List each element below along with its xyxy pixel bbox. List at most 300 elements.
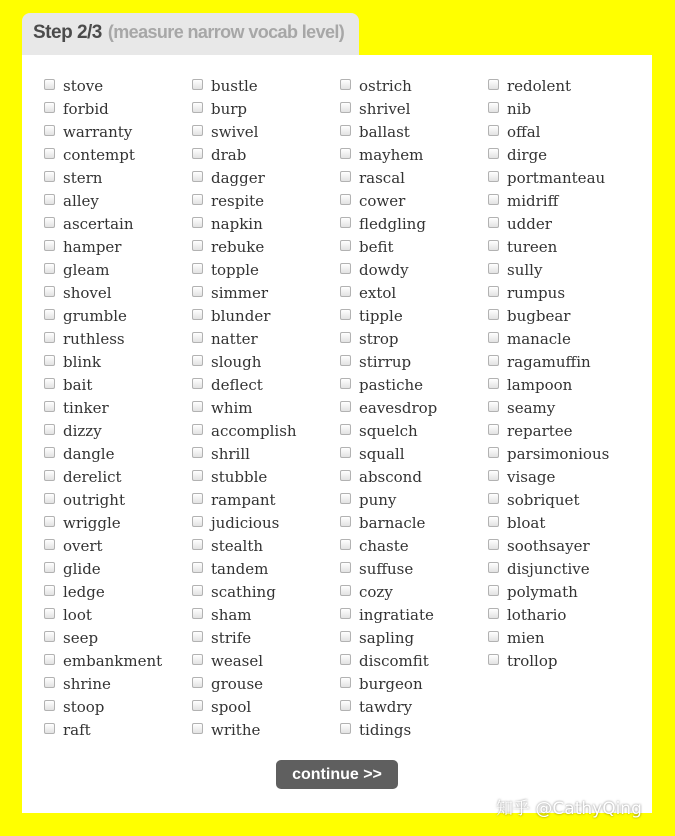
word-option[interactable] — [340, 351, 488, 374]
word-label: lampoon — [507, 376, 573, 394]
word-option[interactable] — [44, 627, 192, 650]
word-option[interactable] — [340, 144, 488, 167]
word-option[interactable] — [340, 604, 488, 627]
word-label: grumble — [63, 307, 127, 325]
word-checkbox[interactable] — [488, 585, 499, 596]
word-checkbox[interactable] — [488, 631, 499, 642]
word-checkbox[interactable] — [488, 171, 499, 182]
word-label: embankment — [63, 652, 163, 670]
word-checkbox[interactable] — [44, 217, 55, 228]
word-option[interactable] — [44, 236, 192, 259]
word-checkbox[interactable] — [44, 240, 55, 251]
word-label: suffuse — [359, 560, 414, 578]
word-checkbox[interactable] — [44, 148, 55, 159]
word-checkbox[interactable] — [192, 654, 203, 665]
word-option[interactable] — [340, 305, 488, 328]
step-subtitle: (measure narrow vocab level) — [107, 22, 345, 42]
word-label: midriff — [507, 192, 559, 210]
word-checkbox[interactable] — [192, 723, 203, 734]
word-checkbox[interactable] — [488, 424, 499, 435]
continue-button[interactable]: continue >> — [276, 760, 398, 789]
word-label: topple — [211, 261, 259, 279]
word-checkbox[interactable] — [488, 194, 499, 205]
word-label: barnacle — [359, 514, 426, 532]
word-label: soothsayer — [507, 537, 590, 555]
word-label: alley — [63, 192, 99, 210]
word-label: discomfit — [359, 652, 429, 670]
word-option[interactable] — [192, 719, 340, 742]
word-label: stove — [63, 77, 104, 95]
word-label: tureen — [507, 238, 558, 256]
word-checkbox[interactable] — [488, 516, 499, 527]
word-option[interactable] — [192, 673, 340, 696]
word-option[interactable] — [44, 650, 192, 673]
word-checkbox[interactable] — [488, 263, 499, 274]
word-checkbox[interactable] — [340, 79, 351, 90]
word-checkbox[interactable] — [192, 286, 203, 297]
word-label: cower — [359, 192, 406, 210]
word-label: lothario — [507, 606, 567, 624]
word-label: stern — [63, 169, 103, 187]
word-option[interactable] — [340, 581, 488, 604]
word-option[interactable] — [488, 213, 636, 236]
word-option[interactable] — [44, 696, 192, 719]
word-option[interactable] — [340, 696, 488, 719]
word-label: overt — [63, 537, 103, 555]
word-checkbox[interactable] — [192, 516, 203, 527]
word-checkbox[interactable] — [44, 194, 55, 205]
word-checkbox[interactable] — [44, 700, 55, 711]
word-label: ingratiate — [359, 606, 434, 624]
word-option[interactable] — [192, 581, 340, 604]
word-checkbox[interactable] — [44, 125, 55, 136]
word-option[interactable] — [44, 489, 192, 512]
word-option[interactable] — [340, 719, 488, 742]
word-checkbox[interactable] — [340, 470, 351, 481]
word-checkbox[interactable] — [192, 355, 203, 366]
word-option[interactable] — [488, 236, 636, 259]
word-checkbox[interactable] — [44, 631, 55, 642]
word-option[interactable] — [44, 144, 192, 167]
word-label: accomplish — [211, 422, 297, 440]
word-label: drab — [211, 146, 247, 164]
word-label: tidings — [359, 721, 412, 739]
word-checkbox[interactable] — [192, 447, 203, 458]
word-label: ledge — [63, 583, 105, 601]
word-option[interactable] — [44, 397, 192, 420]
word-option[interactable] — [340, 190, 488, 213]
word-checkbox[interactable] — [340, 355, 351, 366]
word-option[interactable] — [488, 420, 636, 443]
word-checkbox[interactable] — [44, 562, 55, 573]
word-checkbox[interactable] — [44, 171, 55, 182]
word-label: raft — [63, 721, 91, 739]
word-option[interactable] — [44, 604, 192, 627]
word-option[interactable] — [44, 351, 192, 374]
word-checkbox[interactable] — [44, 493, 55, 504]
word-option[interactable] — [192, 213, 340, 236]
word-option[interactable] — [44, 75, 192, 98]
word-label: shrine — [63, 675, 111, 693]
word-column-2 — [192, 75, 340, 742]
word-label: shrill — [211, 445, 250, 463]
word-label: forbid — [63, 100, 109, 118]
word-option[interactable] — [488, 121, 636, 144]
word-checkbox[interactable] — [340, 654, 351, 665]
word-option[interactable] — [44, 190, 192, 213]
word-label: blink — [63, 353, 101, 371]
word-option[interactable] — [488, 75, 636, 98]
word-checkbox[interactable] — [44, 470, 55, 481]
word-checkbox[interactable] — [44, 585, 55, 596]
word-option[interactable] — [192, 305, 340, 328]
word-option[interactable] — [192, 650, 340, 673]
word-label: strop — [359, 330, 399, 348]
word-option[interactable] — [340, 75, 488, 98]
word-option[interactable] — [192, 489, 340, 512]
word-checkbox[interactable] — [340, 171, 351, 182]
word-checkbox[interactable] — [192, 171, 203, 182]
word-option[interactable] — [192, 420, 340, 443]
word-label: dirge — [507, 146, 548, 164]
word-checkbox[interactable] — [192, 631, 203, 642]
word-checkbox[interactable] — [192, 148, 203, 159]
word-checkbox[interactable] — [340, 401, 351, 412]
word-option[interactable] — [488, 604, 636, 627]
word-option[interactable] — [488, 144, 636, 167]
word-option[interactable] — [340, 558, 488, 581]
word-checkbox[interactable] — [192, 102, 203, 113]
word-checkbox[interactable] — [44, 79, 55, 90]
word-option[interactable] — [192, 75, 340, 98]
word-option[interactable] — [340, 420, 488, 443]
word-option[interactable] — [192, 328, 340, 351]
word-option[interactable] — [44, 673, 192, 696]
word-option[interactable] — [340, 167, 488, 190]
word-checkbox[interactable] — [340, 700, 351, 711]
word-label: udder — [507, 215, 552, 233]
word-option[interactable] — [44, 167, 192, 190]
word-option[interactable] — [192, 236, 340, 259]
word-checkbox[interactable] — [488, 240, 499, 251]
word-option[interactable] — [340, 121, 488, 144]
word-label: squelch — [359, 422, 418, 440]
word-option[interactable] — [488, 397, 636, 420]
word-label: tinker — [63, 399, 109, 417]
word-label: ascertain — [63, 215, 134, 233]
word-label: glide — [63, 560, 101, 578]
word-checkbox[interactable] — [488, 493, 499, 504]
word-checkbox[interactable] — [340, 217, 351, 228]
word-checkbox[interactable] — [340, 447, 351, 458]
word-label: dagger — [211, 169, 265, 187]
word-option[interactable] — [44, 581, 192, 604]
word-checkbox[interactable] — [192, 493, 203, 504]
word-option[interactable] — [192, 627, 340, 650]
word-label: stealth — [211, 537, 264, 555]
word-option[interactable] — [192, 558, 340, 581]
word-checkbox[interactable] — [192, 585, 203, 596]
word-checkbox[interactable] — [192, 217, 203, 228]
word-label: manacle — [507, 330, 571, 348]
word-label: sobriquet — [507, 491, 580, 509]
word-checkbox[interactable] — [488, 378, 499, 389]
word-label: ragamuffin — [507, 353, 591, 371]
word-checkbox[interactable] — [488, 539, 499, 550]
word-label: bustle — [211, 77, 258, 95]
word-option[interactable] — [488, 535, 636, 558]
word-label: dizzy — [63, 422, 102, 440]
word-label: pastiche — [359, 376, 424, 394]
word-checkbox[interactable] — [340, 286, 351, 297]
word-checkbox[interactable] — [488, 608, 499, 619]
word-option[interactable] — [192, 397, 340, 420]
word-checkbox[interactable] — [192, 79, 203, 90]
word-checkbox[interactable] — [488, 470, 499, 481]
word-label: whim — [211, 399, 253, 417]
word-option[interactable] — [340, 650, 488, 673]
watermark: 知乎 @CathyQing — [496, 799, 642, 819]
word-option[interactable] — [44, 535, 192, 558]
word-checkbox[interactable] — [340, 539, 351, 550]
word-option[interactable] — [488, 282, 636, 305]
word-checkbox[interactable] — [340, 516, 351, 527]
word-checkbox[interactable] — [44, 355, 55, 366]
word-option[interactable] — [488, 190, 636, 213]
word-label: grouse — [211, 675, 264, 693]
word-label: abscond — [359, 468, 422, 486]
word-label: cozy — [359, 583, 393, 601]
word-checkbox[interactable] — [192, 378, 203, 389]
word-checkbox[interactable] — [340, 102, 351, 113]
word-option[interactable] — [44, 420, 192, 443]
word-checkbox[interactable] — [340, 608, 351, 619]
word-label: disjunctive — [507, 560, 590, 578]
word-checkbox[interactable] — [44, 539, 55, 550]
word-checkbox[interactable] — [44, 424, 55, 435]
word-option[interactable] — [192, 466, 340, 489]
word-option[interactable] — [44, 719, 192, 742]
word-option[interactable] — [488, 98, 636, 121]
word-label: burgeon — [359, 675, 423, 693]
word-checkbox[interactable] — [340, 148, 351, 159]
word-checkbox[interactable] — [44, 102, 55, 113]
word-checkbox[interactable] — [44, 263, 55, 274]
word-option[interactable] — [44, 328, 192, 351]
word-checkbox[interactable] — [44, 309, 55, 320]
word-label: mayhem — [359, 146, 424, 164]
word-checkbox[interactable] — [192, 263, 203, 274]
word-option[interactable] — [192, 696, 340, 719]
word-label: gleam — [63, 261, 110, 279]
word-checkbox[interactable] — [44, 286, 55, 297]
word-checkbox[interactable] — [340, 424, 351, 435]
word-option[interactable] — [44, 374, 192, 397]
word-option[interactable] — [44, 305, 192, 328]
word-option[interactable] — [488, 627, 636, 650]
word-option[interactable] — [44, 98, 192, 121]
word-option[interactable] — [192, 512, 340, 535]
word-checkbox[interactable] — [340, 677, 351, 688]
word-label: swivel — [211, 123, 259, 141]
word-checkbox[interactable] — [44, 723, 55, 734]
word-option[interactable] — [340, 535, 488, 558]
word-checkbox[interactable] — [488, 217, 499, 228]
word-checkbox[interactable] — [488, 102, 499, 113]
word-option[interactable] — [44, 466, 192, 489]
word-option[interactable] — [340, 489, 488, 512]
word-option[interactable] — [192, 190, 340, 213]
word-checkbox[interactable] — [44, 447, 55, 458]
word-label: warranty — [63, 123, 133, 141]
word-checkbox[interactable] — [488, 286, 499, 297]
word-checkbox[interactable] — [340, 378, 351, 389]
word-checkbox[interactable] — [488, 148, 499, 159]
word-option[interactable] — [488, 466, 636, 489]
word-option[interactable] — [44, 259, 192, 282]
word-label: weasel — [211, 652, 264, 670]
word-option[interactable] — [192, 121, 340, 144]
word-label: spool — [211, 698, 252, 716]
word-label: sully — [507, 261, 543, 279]
word-option[interactable] — [488, 558, 636, 581]
word-panel — [22, 55, 652, 813]
word-checkbox[interactable] — [340, 125, 351, 136]
word-option[interactable] — [340, 374, 488, 397]
word-label: ostrich — [359, 77, 412, 95]
word-label: strife — [211, 629, 252, 647]
word-option[interactable] — [340, 397, 488, 420]
word-checkbox[interactable] — [488, 401, 499, 412]
word-option[interactable] — [488, 328, 636, 351]
word-option[interactable] — [488, 512, 636, 535]
word-checkbox[interactable] — [44, 654, 55, 665]
word-option[interactable] — [44, 512, 192, 535]
word-checkbox[interactable] — [488, 562, 499, 573]
word-checkbox[interactable] — [488, 654, 499, 665]
word-label: rascal — [359, 169, 405, 187]
word-column-3 — [340, 75, 488, 742]
word-option[interactable] — [192, 535, 340, 558]
word-option[interactable] — [488, 581, 636, 604]
word-checkbox[interactable] — [192, 125, 203, 136]
word-checkbox[interactable] — [192, 194, 203, 205]
word-option[interactable] — [488, 489, 636, 512]
word-checkbox[interactable] — [44, 332, 55, 343]
word-checkbox[interactable] — [340, 309, 351, 320]
word-label: outright — [63, 491, 125, 509]
word-option[interactable] — [340, 236, 488, 259]
word-checkbox[interactable] — [192, 309, 203, 320]
word-option[interactable] — [192, 98, 340, 121]
word-option[interactable] — [488, 305, 636, 328]
word-checkbox[interactable] — [44, 677, 55, 688]
word-checkbox[interactable] — [340, 263, 351, 274]
word-checkbox[interactable] — [192, 401, 203, 412]
word-label: stubble — [211, 468, 268, 486]
word-option[interactable] — [488, 259, 636, 282]
word-checkbox[interactable] — [192, 539, 203, 550]
word-checkbox[interactable] — [340, 585, 351, 596]
word-option[interactable] — [192, 282, 340, 305]
word-checkbox[interactable] — [340, 631, 351, 642]
word-option[interactable] — [340, 627, 488, 650]
word-label: parsimonious — [507, 445, 610, 463]
word-option[interactable] — [192, 167, 340, 190]
word-label: slough — [211, 353, 262, 371]
word-option[interactable] — [192, 144, 340, 167]
word-checkbox[interactable] — [340, 240, 351, 251]
word-option[interactable] — [340, 213, 488, 236]
word-checkbox[interactable] — [340, 562, 351, 573]
word-checkbox[interactable] — [192, 240, 203, 251]
word-option[interactable] — [44, 213, 192, 236]
word-checkbox[interactable] — [488, 447, 499, 458]
word-option[interactable] — [340, 98, 488, 121]
word-label: fledgling — [359, 215, 426, 233]
word-checkbox[interactable] — [340, 723, 351, 734]
word-checkbox[interactable] — [488, 79, 499, 90]
word-option[interactable] — [192, 374, 340, 397]
word-checkbox[interactable] — [340, 332, 351, 343]
word-label: eavesdrop — [359, 399, 438, 417]
word-option[interactable] — [488, 351, 636, 374]
word-checkbox[interactable] — [44, 608, 55, 619]
word-checkbox[interactable] — [44, 401, 55, 412]
word-option[interactable] — [192, 604, 340, 627]
word-option[interactable] — [340, 259, 488, 282]
word-checkbox[interactable] — [44, 516, 55, 527]
word-checkbox[interactable] — [192, 700, 203, 711]
word-label: tandem — [211, 560, 269, 578]
word-checkbox[interactable] — [340, 493, 351, 504]
word-checkbox[interactable] — [44, 378, 55, 389]
word-option[interactable] — [192, 443, 340, 466]
word-option[interactable] — [44, 121, 192, 144]
word-checkbox[interactable] — [488, 125, 499, 136]
word-option[interactable] — [44, 443, 192, 466]
word-option[interactable] — [44, 282, 192, 305]
word-checkbox[interactable] — [488, 355, 499, 366]
word-option[interactable] — [340, 282, 488, 305]
word-option[interactable] — [340, 443, 488, 466]
word-option[interactable] — [488, 650, 636, 673]
word-option[interactable] — [340, 466, 488, 489]
word-label: contempt — [63, 146, 135, 164]
word-option[interactable] — [340, 328, 488, 351]
word-option[interactable] — [192, 351, 340, 374]
word-checkbox[interactable] — [192, 470, 203, 481]
word-option[interactable] — [340, 673, 488, 696]
word-checkbox[interactable] — [192, 424, 203, 435]
word-label: ballast — [359, 123, 410, 141]
word-checkbox[interactable] — [192, 677, 203, 688]
word-option[interactable] — [192, 259, 340, 282]
word-option[interactable] — [488, 443, 636, 466]
word-label: stirrup — [359, 353, 412, 371]
word-option[interactable] — [44, 558, 192, 581]
word-checkbox[interactable] — [488, 309, 499, 320]
word-checkbox[interactable] — [488, 332, 499, 343]
word-option[interactable] — [488, 374, 636, 397]
word-checkbox[interactable] — [192, 562, 203, 573]
word-checkbox[interactable] — [192, 608, 203, 619]
word-option[interactable] — [340, 512, 488, 535]
word-checkbox[interactable] — [192, 332, 203, 343]
word-label: dangle — [63, 445, 115, 463]
word-checkbox[interactable] — [340, 194, 351, 205]
word-option[interactable] — [488, 167, 636, 190]
